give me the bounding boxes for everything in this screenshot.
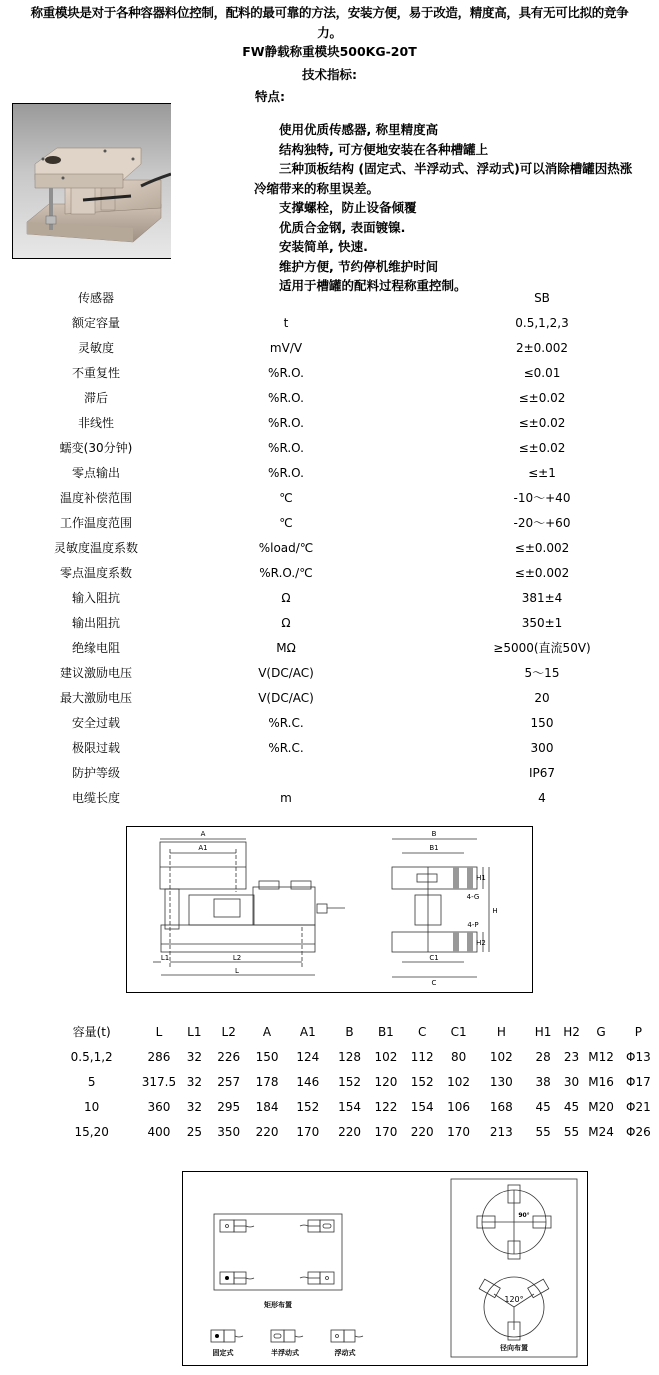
spec-value-cell — [380, 736, 659, 761]
spec-row — [0, 686, 659, 711]
spec-value-cell — [380, 286, 659, 311]
dim-cell: 170 — [296, 1125, 320, 1139]
dim-cell: 0.5,1,2 — [70, 1050, 113, 1064]
dim-header-cell: B1 — [377, 1025, 394, 1039]
feature-item: 支撑螺栓，防止设备倾覆 — [279, 200, 417, 215]
angle-90-label: 90° — [518, 1212, 530, 1219]
spec-row — [0, 386, 659, 411]
dim-cell: 152 — [338, 1075, 361, 1089]
dim-label-a1: A1 — [198, 844, 208, 852]
spec-value-cell — [380, 336, 659, 361]
spec-unit: V(DC/AC) — [258, 691, 314, 705]
spec-name: 电缆长度 — [71, 791, 120, 805]
dim-cell: 146 — [296, 1075, 320, 1089]
dim-cell: 170 — [374, 1125, 398, 1139]
dim-cell: M12 — [588, 1050, 614, 1064]
dim-cell: 350 — [217, 1125, 241, 1139]
features-heading: 特点: — [255, 89, 285, 104]
spec-subtitle: 技术指标: — [302, 67, 357, 82]
rect-layout-label: 矩形布置 — [264, 1301, 292, 1309]
spec-unit: ℃ — [279, 516, 293, 530]
spec-row — [0, 361, 659, 386]
dim-cell: 45 — [563, 1100, 580, 1114]
dim-cell: 32 — [186, 1100, 202, 1114]
dim-cell: 102 — [489, 1050, 513, 1064]
dim-cell: 25 — [186, 1125, 202, 1139]
spec-value-cell — [380, 461, 659, 486]
dim-cell: 45 — [535, 1100, 551, 1114]
dim-cell: 102 — [447, 1075, 471, 1089]
dim-cell: 168 — [489, 1100, 513, 1114]
spec-name: 零点温度系数 — [59, 566, 132, 580]
dim-cell: 286 — [147, 1050, 171, 1064]
spec-name: 安全过载 — [71, 716, 120, 730]
dim-cell: 295 — [217, 1100, 241, 1114]
dim-cell: Φ26 — [626, 1125, 651, 1139]
spec-value-cell — [380, 661, 659, 686]
spec-value: ≤0.01 — [523, 366, 561, 380]
spec-name: 输出阻抗 — [71, 616, 120, 630]
spec-value-cell — [380, 586, 659, 611]
spec-unit: Ω — [281, 591, 291, 605]
dim-cell: 122 — [374, 1100, 398, 1114]
spec-value-cell — [380, 711, 659, 736]
spec-value-cell — [380, 511, 659, 536]
dim-cell: 106 — [447, 1100, 471, 1114]
dim-header-cell: P — [634, 1025, 642, 1039]
spec-name: 防护等级 — [71, 766, 120, 780]
spec-table — [0, 286, 659, 811]
dim-cell: 80 — [450, 1050, 467, 1064]
dim-header-cell: A1 — [299, 1025, 316, 1039]
spec-row — [0, 336, 659, 361]
spec-name: 滞后 — [83, 391, 108, 405]
spec-value: 381±4 — [521, 591, 563, 605]
dim-cell: 220 — [410, 1125, 434, 1139]
spec-value-cell — [380, 536, 659, 561]
spec-row — [0, 661, 659, 686]
spec-name: 工作温度范围 — [59, 516, 132, 530]
radial-layout-label: 径向布置 — [500, 1344, 528, 1352]
spec-unit: %R.O. — [268, 366, 304, 380]
feature-item: 适用于槽罐的配料过程称重控制。 — [279, 278, 467, 293]
dim-cell: 184 — [255, 1100, 279, 1114]
type-semi-floating-label: 半浮动式 — [271, 1349, 299, 1357]
dim-cell: 5 — [87, 1075, 96, 1089]
dim-header-cell: H2 — [563, 1025, 580, 1039]
spec-row — [0, 311, 659, 336]
spec-row — [0, 636, 659, 661]
spec-row — [0, 786, 659, 811]
spec-unit: %R.O. — [268, 466, 304, 480]
spec-name: 灵敏度温度系数 — [53, 541, 138, 555]
dim-cell: 112 — [410, 1050, 434, 1064]
dim-cell: 124 — [296, 1050, 320, 1064]
dim-header-cell: L1 — [187, 1025, 202, 1039]
dim-header-cell: B — [345, 1025, 354, 1039]
dim-cell: 257 — [217, 1075, 241, 1089]
layout-drawing — [182, 1171, 588, 1366]
dim-cell: 120 — [374, 1075, 398, 1089]
dim-cell: 32 — [186, 1075, 202, 1089]
dim-header-cell: L — [155, 1025, 163, 1039]
dim-cell: M24 — [588, 1125, 614, 1139]
spec-value: ≤±0.02 — [518, 416, 566, 430]
feature-item: 优质合金钢, 表面镀镍. — [279, 219, 406, 235]
spec-value-cell — [380, 386, 659, 411]
spec-value: ≤±0.02 — [518, 391, 566, 405]
spec-name: 建议激励电压 — [59, 666, 132, 680]
spec-row — [0, 586, 659, 611]
spec-row — [0, 561, 659, 586]
dim-header-cell: G — [596, 1025, 606, 1039]
dim-header-row — [0, 1020, 659, 1045]
spec-value-cell — [380, 486, 659, 511]
spec-name: 蠕变(30分钟) — [59, 441, 133, 455]
dim-cell: 15,20 — [74, 1125, 109, 1139]
dim-header-cell: C1 — [450, 1025, 467, 1039]
spec-row — [0, 486, 659, 511]
dim-data-row — [0, 1045, 659, 1070]
dim-cell: 226 — [217, 1050, 241, 1064]
spec-name: 输入阻抗 — [71, 591, 120, 605]
spec-unit: %R.O. — [268, 441, 304, 455]
spec-name: 最大激励电压 — [59, 691, 132, 705]
dim-cell: Φ13 — [626, 1050, 651, 1064]
dim-cell: Φ21 — [626, 1100, 651, 1114]
dim-cell: M16 — [588, 1075, 614, 1089]
spec-row — [0, 436, 659, 461]
dim-cell: 23 — [563, 1050, 580, 1064]
dim-cell: 38 — [535, 1075, 551, 1089]
dim-label-l1: L1 — [160, 954, 170, 962]
type-floating-label: 浮动式 — [334, 1349, 356, 1357]
dim-cell: 102 — [374, 1050, 398, 1064]
spec-unit: ℃ — [279, 491, 293, 505]
dim-cell: 152 — [410, 1075, 434, 1089]
features-list — [254, 120, 659, 296]
dim-label-h2: H2 — [476, 939, 486, 947]
spec-name: 灵敏度 — [77, 341, 114, 355]
dim-cell: 32 — [186, 1050, 202, 1064]
spec-value: -10～+40 — [513, 491, 571, 505]
dim-cell: 128 — [338, 1050, 361, 1064]
dim-cell: Φ17 — [626, 1075, 651, 1089]
spec-name: 额定容量 — [71, 316, 120, 330]
dim-header-cell: H1 — [534, 1025, 552, 1039]
dim-cell: 317.5 — [141, 1075, 177, 1089]
spec-name: 非线性 — [77, 416, 114, 430]
dim-label-b: B — [431, 830, 437, 838]
dim-cell: 130 — [489, 1075, 513, 1089]
spec-unit: %R.C. — [268, 716, 304, 730]
dim-cell: 154 — [338, 1100, 361, 1114]
spec-unit: %R.O./℃ — [259, 566, 313, 580]
spec-value: 350±1 — [521, 616, 563, 630]
spec-value-cell — [380, 636, 659, 661]
spec-row — [0, 286, 659, 311]
dim-data-row — [0, 1070, 659, 1095]
dim-header-cell: L2 — [221, 1025, 236, 1039]
dim-cell: 10 — [84, 1100, 100, 1114]
dim-label-h: H — [492, 907, 498, 915]
dim-label-b1: B1 — [429, 844, 439, 852]
spec-value: 20 — [534, 691, 550, 705]
feature-item: 安装简单, 快速. — [279, 239, 368, 254]
spec-unit — [192, 761, 380, 786]
feature-item: 维护方便, 节约停机维护时间 — [279, 258, 439, 274]
dimension-drawing-svg — [127, 827, 532, 992]
dim-cell: 360 — [147, 1100, 171, 1114]
dim-cell: 152 — [296, 1100, 320, 1114]
dim-label-p: 4-P — [467, 921, 479, 929]
dimension-drawing — [126, 826, 533, 993]
dim-cell: 150 — [255, 1050, 279, 1064]
spec-value: 150 — [530, 716, 554, 730]
spec-value: 0.5,1,2,3 — [515, 316, 569, 330]
spec-name: 绝缘电阻 — [71, 641, 120, 655]
dim-header-cell: C — [418, 1025, 427, 1039]
feature-item-continuation: 冷缩带来的称里误差。 — [254, 180, 380, 196]
weighing-module-image — [13, 104, 171, 258]
spec-row — [0, 411, 659, 436]
spec-row — [0, 461, 659, 486]
spec-row — [0, 511, 659, 536]
spec-unit: MΩ — [276, 641, 296, 655]
dim-label-a: A — [200, 830, 206, 838]
angle-120-label: 120° — [504, 1295, 524, 1304]
spec-value: ≥5000(直流50V) — [493, 641, 591, 655]
dim-cell: 154 — [410, 1100, 434, 1114]
spec-value: ≤±0.002 — [514, 566, 570, 580]
spec-value-cell — [380, 311, 659, 336]
spec-value: SB — [534, 291, 550, 305]
spec-row — [0, 761, 659, 786]
spec-unit: m — [280, 791, 292, 805]
dim-cell: 220 — [338, 1125, 361, 1139]
spec-value: -20～+60 — [513, 516, 571, 530]
spec-row — [0, 736, 659, 761]
spec-value: 300 — [530, 741, 554, 755]
dim-data-row — [0, 1095, 659, 1120]
dim-label-h1: H1 — [476, 874, 486, 882]
dim-label-l2: L2 — [232, 954, 242, 962]
dim-label-c: C — [431, 979, 437, 987]
feature-item: 结构独特, 可方便地安装在各种槽罐上 — [279, 141, 489, 157]
intro-text — [0, 3, 659, 43]
dim-cell: 55 — [535, 1125, 551, 1139]
spec-unit — [192, 286, 380, 311]
spec-row — [0, 536, 659, 561]
dim-cell: 30 — [563, 1075, 580, 1089]
spec-unit: %load/℃ — [258, 541, 314, 555]
dim-header-cell: A — [262, 1025, 272, 1039]
dim-cell: M20 — [588, 1100, 614, 1114]
feature-item: 三种顶板结构 (固定式、半浮动式、浮动式)可以消除槽罐因热涨 — [279, 161, 633, 176]
spec-value-cell — [380, 411, 659, 436]
type-fixed-label: 固定式 — [212, 1349, 234, 1357]
spec-value-cell — [380, 761, 659, 786]
dim-label-g: 4-G — [466, 893, 480, 901]
spec-value-cell — [380, 436, 659, 461]
spec-unit: mV/V — [269, 341, 303, 355]
spec-unit: t — [283, 316, 289, 330]
dim-cell: 213 — [489, 1125, 513, 1139]
spec-value: ≤±1 — [528, 466, 556, 480]
spec-unit: Ω — [281, 616, 291, 630]
dim-data-row — [0, 1120, 659, 1145]
spec-name: 不重复性 — [71, 366, 120, 380]
dimension-table — [0, 1020, 659, 1145]
layout-drawing-svg — [183, 1172, 587, 1365]
dim-label-l: L — [235, 967, 239, 975]
spec-row — [0, 711, 659, 736]
spec-value: IP67 — [528, 766, 556, 780]
dim-label-c1: C1 — [429, 954, 439, 962]
feature-item: 使用优质传感器, 称里精度高 — [279, 122, 439, 137]
spec-name: 传感器 — [77, 291, 114, 305]
spec-unit: %R.C. — [268, 741, 304, 755]
dim-cell: 400 — [147, 1125, 171, 1139]
spec-value-cell — [380, 611, 659, 636]
spec-name: 极限过载 — [71, 741, 120, 755]
intro-line-2: 力。 — [317, 25, 342, 40]
spec-value: 4 — [538, 791, 546, 805]
dim-cell: 170 — [447, 1125, 471, 1139]
spec-value: ≤±0.002 — [514, 541, 570, 555]
spec-value: 5～15 — [524, 666, 560, 680]
spec-name: 温度补偿范围 — [59, 491, 132, 505]
intro-line-1: 称重模块是对于各种容器料位控制，配料的最可靠的方法，安装方便，易于改造，精度高，具有无可比拟的竞争 — [30, 5, 629, 20]
dim-header-cell: H — [496, 1025, 506, 1039]
spec-value-cell — [380, 686, 659, 711]
product-title: FW静载称重模块500KG-20T — [242, 44, 417, 59]
spec-unit: V(DC/AC) — [258, 666, 314, 680]
spec-value-cell — [380, 561, 659, 586]
dim-cell: 178 — [255, 1075, 279, 1089]
spec-name: 零点输出 — [71, 466, 120, 480]
spec-value: ≤±0.02 — [518, 441, 566, 455]
dim-header-cell: 容量(t) — [72, 1025, 111, 1039]
dim-cell: 220 — [255, 1125, 279, 1139]
dim-cell: 28 — [535, 1050, 551, 1064]
dim-cell: 55 — [563, 1125, 580, 1139]
spec-value: 2±0.002 — [515, 341, 569, 355]
spec-value-cell — [380, 361, 659, 386]
spec-row — [0, 611, 659, 636]
spec-unit: %R.O. — [268, 391, 304, 405]
spec-unit: %R.O. — [268, 416, 304, 430]
product-photo — [12, 103, 171, 259]
spec-value-cell — [380, 786, 659, 811]
